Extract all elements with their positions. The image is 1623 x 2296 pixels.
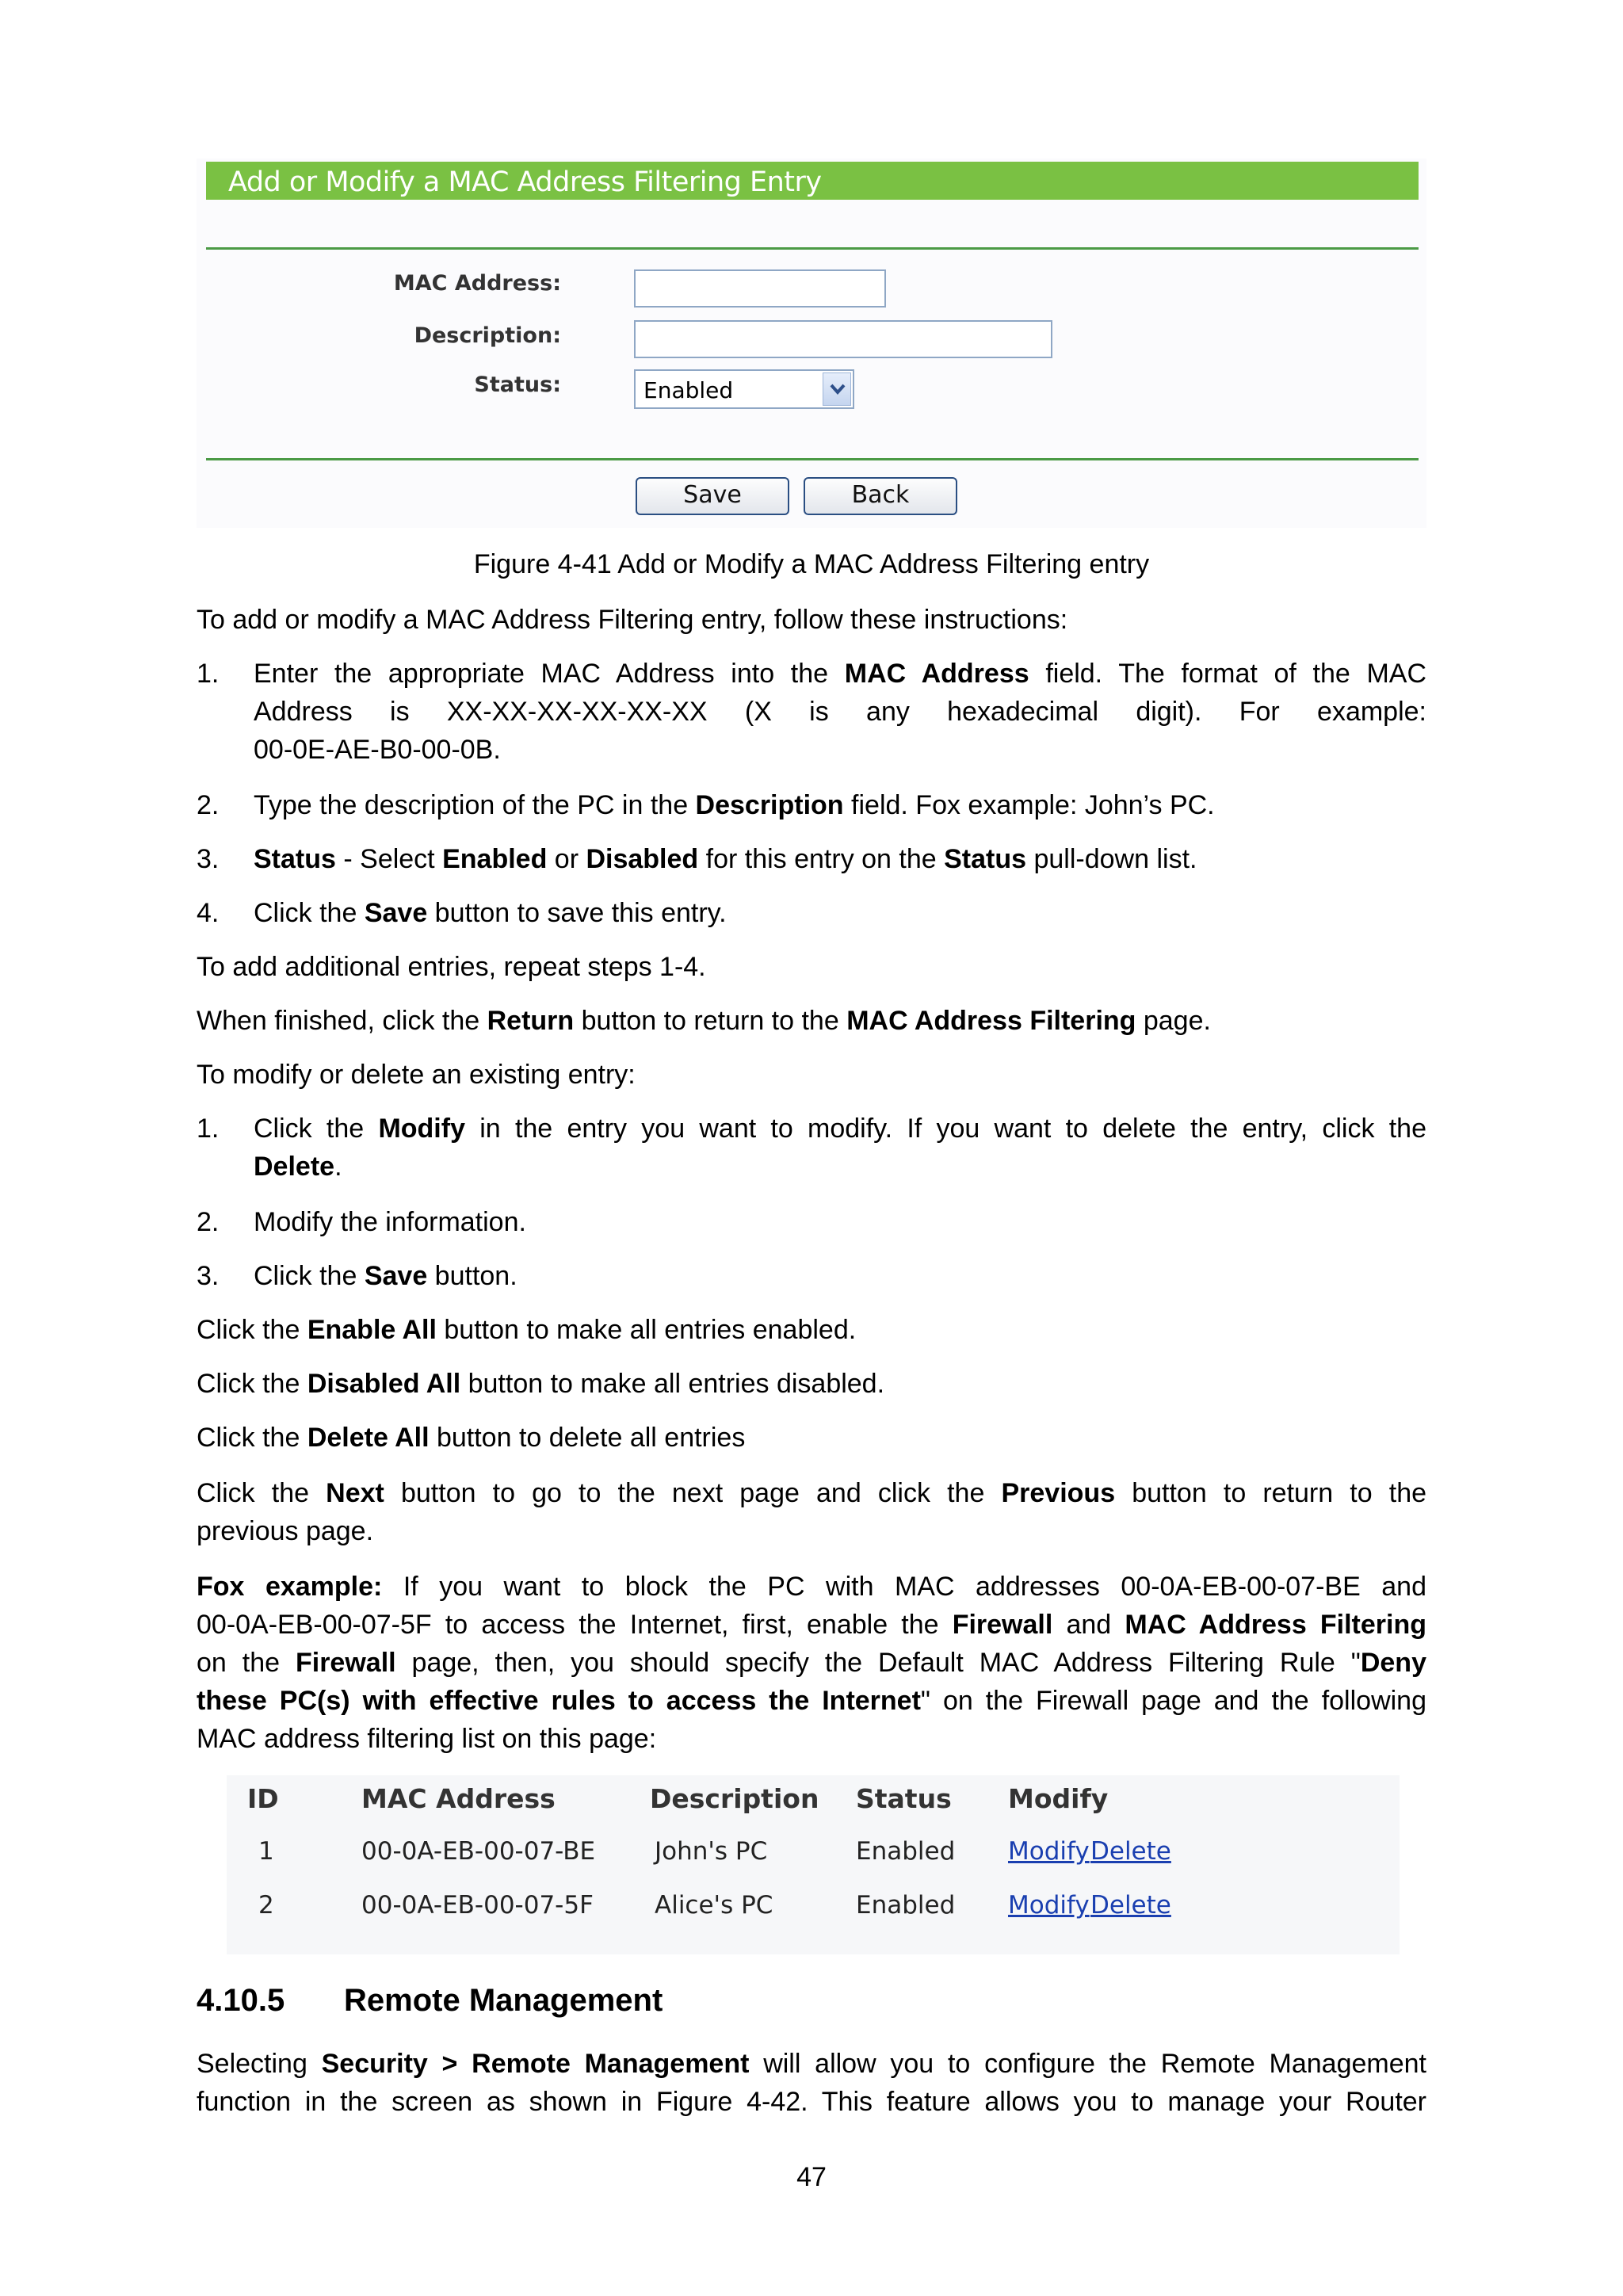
chevron-down-icon[interactable] bbox=[823, 372, 851, 406]
step-number: 1. bbox=[197, 1114, 220, 1144]
form-title-bar bbox=[206, 162, 1419, 200]
mac-filter-entry-screenshot bbox=[197, 159, 1426, 528]
step-1-line-2: Address is XX-XX-XX-XX-XX-XX (X is any hexadecimal digit). For example: bbox=[254, 697, 1426, 727]
status-label: Status: bbox=[474, 372, 561, 397]
save-button[interactable]: Save bbox=[636, 477, 789, 515]
finished-text: When finished, click the Return button to return to the MAC Address Filtering page. bbox=[197, 1006, 1211, 1036]
cell-id: 1 bbox=[258, 1837, 274, 1866]
example-line-2: 00-0A-EB-00-07-5F to access the Internet, first, enable the Firewall and MAC Address Filtering bbox=[197, 1610, 1426, 1640]
column-header-mac: MAC Address bbox=[361, 1783, 556, 1814]
enable-all-text: Click the Enable All button to make all entries enabled. bbox=[197, 1315, 857, 1345]
step-number: 3. bbox=[197, 844, 220, 874]
top-divider bbox=[206, 247, 1419, 250]
example-line-4: these PC(s) with effective rules to access the Internet" on the Firewall page and the following bbox=[197, 1686, 1426, 1716]
step-number: 4. bbox=[197, 898, 220, 928]
column-header-id: ID bbox=[247, 1783, 279, 1814]
delete-all-text: Click the Delete All button to delete all entries bbox=[197, 1423, 746, 1453]
cell-mac: 00-0A-EB-00-07-BE bbox=[361, 1837, 596, 1866]
cell-status: Enabled bbox=[856, 1837, 956, 1866]
next-prev-line-1: Click the Next button to go to the next page and click the Previous button to return to the bbox=[197, 1478, 1427, 1508]
cell-description: John's PC bbox=[655, 1837, 768, 1866]
step-number: 2. bbox=[197, 1207, 220, 1237]
repeat-text: To add additional entries, repeat steps 1-4. bbox=[197, 952, 706, 982]
step-number: 3. bbox=[197, 1261, 220, 1291]
step-number: 1. bbox=[197, 659, 220, 689]
modify-step-1-line-1: Click the Modify in the entry you want to modify. If you want to delete the entry, click the bbox=[254, 1114, 1426, 1144]
figure-caption: Figure 4-41 Add or Modify a MAC Address Filtering entry bbox=[473, 549, 1150, 579]
cell-status: Enabled bbox=[856, 1891, 956, 1920]
status-select[interactable] bbox=[634, 369, 854, 409]
mac-filter-table-screenshot bbox=[227, 1775, 1400, 1954]
modify-link[interactable]: Modify bbox=[1008, 1891, 1090, 1920]
modify-step-3-text: Click the Save button. bbox=[254, 1261, 517, 1291]
form-title: Add or Modify a MAC Address Filtering Entry bbox=[228, 166, 822, 198]
example-line-3: on the Firewall page, then, you should specify the Default MAC Address Filtering Rule "Deny bbox=[197, 1648, 1426, 1678]
next-prev-line-2: previous page. bbox=[197, 1516, 374, 1546]
modify-step-1-line-2: Delete. bbox=[254, 1152, 342, 1182]
step-3-text: Status - Select Enabled or Disabled for this entry on the Status pull-down list. bbox=[254, 844, 1197, 874]
mac-address-label: MAC Address: bbox=[393, 271, 561, 296]
example-line-5: MAC address filtering list on this page: bbox=[197, 1724, 657, 1754]
step-4-text: Click the Save button to save this entry. bbox=[254, 898, 727, 928]
section-number: 4.10.5 bbox=[197, 1983, 285, 2018]
page-number: 47 bbox=[796, 2162, 827, 2192]
disable-all-text: Click the Disabled All button to make all entries disabled. bbox=[197, 1369, 885, 1399]
step-1-line-1: Enter the appropriate MAC Address into the MAC Address field. The format of the MAC bbox=[254, 659, 1426, 689]
column-header-modify: Modify bbox=[1008, 1783, 1109, 1814]
step-2-text: Type the description of the PC in the Description field. Fox example: John’s PC. bbox=[254, 790, 1215, 820]
cell-id: 2 bbox=[258, 1891, 274, 1920]
delete-link[interactable]: Delete bbox=[1090, 1891, 1171, 1920]
step-number: 2. bbox=[197, 790, 220, 820]
modify-intro-text: To modify or delete an existing entry: bbox=[197, 1060, 636, 1090]
cell-mac: 00-0A-EB-00-07-5F bbox=[361, 1891, 594, 1920]
remote-line-1: Selecting Security > Remote Management will allow you to configure the Remote Management bbox=[197, 2049, 1426, 2079]
remote-line-2: function in the screen as shown in Figure 4-42. This feature allows you to manage your Router bbox=[197, 2087, 1426, 2117]
intro-text: To add or modify a MAC Address Filtering entry, follow these instructions: bbox=[197, 605, 1068, 635]
delete-link[interactable]: Delete bbox=[1090, 1837, 1171, 1866]
description-label: Description: bbox=[414, 323, 561, 348]
modify-link[interactable]: Modify bbox=[1008, 1837, 1090, 1866]
section-title: Remote Management bbox=[344, 1983, 663, 2018]
mac-address-input[interactable] bbox=[634, 269, 886, 308]
description-input[interactable] bbox=[634, 320, 1052, 358]
column-header-status: Status bbox=[856, 1783, 952, 1814]
cell-description: Alice's PC bbox=[655, 1891, 773, 1920]
step-1-line-3: 00-0E-AE-B0-00-0B. bbox=[254, 735, 501, 765]
column-header-description: Description bbox=[650, 1783, 819, 1814]
back-button[interactable]: Back bbox=[804, 477, 957, 515]
status-selected-value: Enabled bbox=[643, 377, 734, 403]
bottom-divider bbox=[206, 458, 1419, 460]
modify-step-2-text: Modify the information. bbox=[254, 1207, 526, 1237]
example-line-1: Fox example: If you want to block the PC with MAC addresses 00-0A-EB-00-07-BE and bbox=[197, 1572, 1426, 1602]
